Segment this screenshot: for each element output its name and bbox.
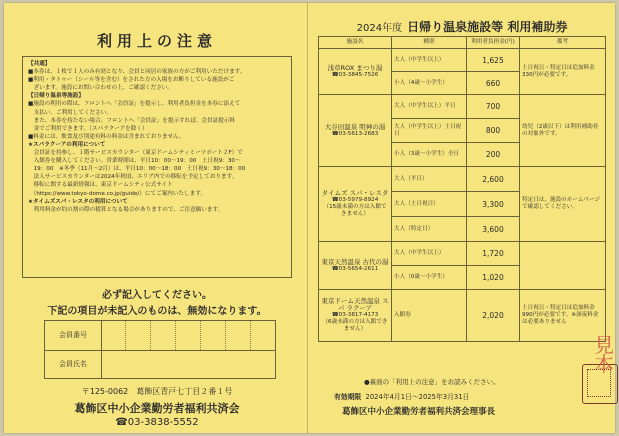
header-type: 種別 xyxy=(392,37,467,49)
table-header-row xyxy=(319,37,606,49)
note-line: また、本券を持たない場合、フロントへ「会員証」を提示すれば、会員証提示料 xyxy=(28,117,235,124)
remark-cell: 特定日は、施設のホームページで確認してください。 xyxy=(520,167,606,242)
invalid-notice: 下記の項目が未記入のものは、無効になります。 xyxy=(47,306,267,317)
issuer-name: 葛飾区中小企業勤労者福利共済会理事長 xyxy=(342,407,496,417)
member-entry-form xyxy=(44,320,276,379)
remark-cell: 幼児（2歳以下）は利用補助券の対象外です。 xyxy=(520,95,606,167)
coupon-panel xyxy=(312,10,612,434)
note-line: 入館券を購入してください。営業時間は、平日10：00～19：00 土日祝9：30～ xyxy=(28,158,241,165)
type-cell: 入館券 xyxy=(392,290,467,342)
amount-cell: 660 xyxy=(467,72,520,95)
note-line: 利用料金が約の割の際の積算となる場合がありますので、ご注意願います。 xyxy=(28,206,224,213)
remark-cell: 土日祝日・特定日は追加料金330円が必要です。 xyxy=(520,49,606,95)
member-name-row xyxy=(45,350,275,379)
amount-cell: 3,300 xyxy=(467,192,520,217)
note-heading: ★タイムズスパ・レスタの利用について xyxy=(28,198,128,205)
facility-note: （15歳未満の方は入館できません） xyxy=(323,204,387,217)
facility-phone: ☎03-3845-7526 xyxy=(331,71,379,78)
table-row xyxy=(319,242,606,266)
member-name-field[interactable] xyxy=(101,350,275,379)
table-row xyxy=(319,49,606,72)
org-address: 〒125-0062 葛飾区青戸七丁目２番１号 xyxy=(81,387,233,396)
note-line: ■施設の利用の際は、フロントへ「会員証」を提示し、利用者負担金を本券に添えて xyxy=(28,101,241,108)
table-row xyxy=(319,167,606,192)
type-cell: 大人（土日祝日） xyxy=(392,192,467,217)
type-cell: 小人（0歳～小学生） xyxy=(392,266,467,290)
member-number-field[interactable] xyxy=(101,321,275,350)
table-row xyxy=(319,290,606,342)
note-line: 移転に関する最新情報は、東京ドームシティ公式サイト xyxy=(28,182,173,189)
facility-name: 浅草ROX まつり湯 xyxy=(327,63,383,72)
facility-table xyxy=(318,36,606,342)
usage-notes-title: 利用上の注意 xyxy=(96,32,217,50)
validity-label: 有効期限 xyxy=(334,393,362,401)
must-fill-notice: 必ず記入してください。 xyxy=(102,290,212,301)
usage-notes-panel xyxy=(14,12,300,432)
amount-cell: 1,020 xyxy=(467,266,520,290)
facility-note: （6歳未満の方は入館できません） xyxy=(322,319,388,332)
facility-cell xyxy=(319,49,392,95)
table-row xyxy=(319,95,606,119)
note-line: 法人サービスカウンターは2024年秋頃、エリア内での移転を予定しております。 xyxy=(28,174,238,181)
note-line: 金でご利用できます。（スパラクーアを除く） xyxy=(28,125,148,132)
facility-name: タイムズ スパ・レスタ xyxy=(321,189,389,197)
amount-cell: 700 xyxy=(467,95,520,119)
type-cell: 大人（平日） xyxy=(392,167,467,192)
remark-cell xyxy=(520,242,606,290)
note-line: 19：00 ※冬季（11月～2月）は、平日10：00～18：00 土日祝9：30～18：00 xyxy=(28,166,246,173)
coupon-title-year: 2024年度 xyxy=(356,23,403,34)
facility-phone: ☎03-5979-8924 xyxy=(331,197,379,203)
note-line: ■料金には、飲食及び別途有料の料金は含まれておりません。 xyxy=(28,133,185,140)
facility-cell xyxy=(319,242,392,290)
note-line: 支払い、ご利用してください。 xyxy=(28,109,112,116)
facility-name: 東京ドーム天然温泉 スパ ラクーア xyxy=(321,297,389,312)
member-number-row xyxy=(45,321,275,351)
type-cell: 小人（3歳～小学生）全日 xyxy=(392,143,467,167)
note-line: ざいます。施設にお問い合わせの上、ご確認ください。 xyxy=(28,85,173,92)
validity-dates: 2024年4月1日～2025年3月31日 xyxy=(365,393,470,401)
validity-period xyxy=(334,391,469,401)
header-remark: 備考 xyxy=(520,37,606,49)
header-amount: 利用者負担金(円) xyxy=(467,37,520,49)
type-cell: 小人（4歳～小学生） xyxy=(392,72,467,95)
coupon-title-main: 日帰り温泉施設等 利用補助券 xyxy=(407,20,568,34)
member-name-label: 会員氏名 xyxy=(45,350,102,379)
facility-name: 東京天然温泉 古代の湯 xyxy=(321,257,389,266)
member-number-label: 会員番号 xyxy=(45,321,102,350)
facility-phone: ☎03-5613-2683 xyxy=(331,130,379,137)
fold-line xyxy=(307,3,308,433)
note-line: ■利用・タトゥー（シール等を含む）をされた方の入場をお断りしている施設がご xyxy=(28,77,235,84)
facility-cell xyxy=(319,95,392,167)
amount-cell: 1,720 xyxy=(467,242,520,266)
facility-phone: ☎03-5654-2611 xyxy=(331,265,379,272)
note-heading: ★スパラクーアの利用について xyxy=(28,141,106,148)
amount-cell: 1,625 xyxy=(467,49,520,72)
type-cell: 大人（中学生以上）土日祝日 xyxy=(392,119,467,143)
remark-cell: 土日祝日・特定日は追加料金990円が必要です。※深夜料金は必要ありません xyxy=(520,290,606,342)
facility-phone: ☎03-3817-4173 xyxy=(331,312,379,318)
type-cell: 大人（特定日） xyxy=(392,217,467,242)
facility-cell xyxy=(319,167,392,242)
type-cell: 大人（中学生以上） xyxy=(392,242,467,266)
amount-cell: 2,600 xyxy=(467,167,520,192)
amount-cell: 800 xyxy=(467,119,520,143)
header-facility: 施設名 xyxy=(319,37,392,49)
type-cell: 大人（中学生以上）平日 xyxy=(392,95,467,119)
amount-cell: 2,020 xyxy=(467,290,520,342)
sample-mark: 見本 xyxy=(594,333,614,376)
facility-cell xyxy=(319,290,392,342)
coupon-title xyxy=(312,16,612,35)
note-line: （https://www.tokyo-dome.co.jp/guide/）にてご案内いたします。 xyxy=(28,190,206,197)
org-name: 葛飾区中小企業勤労者福利共済会 xyxy=(74,402,240,415)
type-cell: 大人（中学生以上） xyxy=(392,49,467,72)
note-line: ■本券は、１枚で１人のみ有効となり、会員と同居の家族の方がご利用いただけます。 xyxy=(28,69,246,76)
note-heading: 【共通】 xyxy=(28,61,51,67)
back-note: ●裏面の「利用上の注意」をお読みください。 xyxy=(364,378,500,386)
amount-cell: 3,600 xyxy=(467,217,520,242)
note-line: 会員証を持参し、１階サービスカウンター（東京ドームシティミーツポート２F）で xyxy=(28,150,243,157)
facility-name: 大谷田温泉 明神の湯 xyxy=(324,122,386,131)
org-phone: ☎03-3838-5552 xyxy=(115,417,199,428)
amount-cell: 200 xyxy=(467,143,520,167)
note-heading: 【日帰り温泉等施設】 xyxy=(28,93,84,100)
usage-notes-box xyxy=(22,56,292,278)
